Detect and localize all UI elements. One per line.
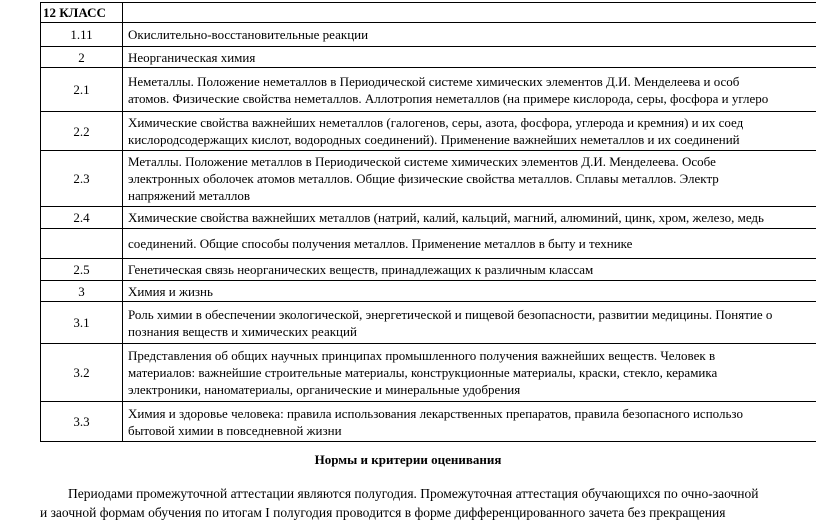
section-heading: Нормы и критерии оценивания: [314, 452, 502, 467]
curriculum-table-body: [41, 3, 816, 442]
row-topic: [123, 344, 816, 402]
table-row: [41, 259, 816, 281]
topic-line: Металлы. Положение металлов в Периодической системе химических элементов Д.И. Менделеева. Особе: [128, 154, 716, 169]
row-topic: [123, 23, 816, 47]
topic-line: Представления об общих научных принципах промышленного получения важнейших веществ. Человек в: [128, 348, 716, 363]
row-number: 3.2: [41, 344, 123, 402]
table-row: [41, 68, 816, 112]
table-header-row: [41, 3, 816, 23]
topic-line: бытовой химии в повседневной жизни: [128, 422, 342, 438]
row-topic: [123, 151, 816, 207]
row-topic: [123, 302, 816, 344]
row-number: [41, 229, 123, 259]
topic-line: материалов: важнейшие строительные материалы, конструкционные материалы, краски, стекло, керамика: [128, 365, 718, 380]
topic-line: Окислительно-восстановительные реакции: [128, 27, 369, 42]
table-row: [41, 302, 816, 344]
topic-line: Химия и здоровье человека: правила использования лекарственных препаратов, правила безопасного использо: [128, 405, 743, 421]
row-number: 2: [41, 47, 123, 68]
topic-line: электроники, наноматериалы, органические и минеральные удобрения: [128, 382, 521, 397]
table-row: [41, 23, 816, 47]
row-topic: [123, 112, 816, 151]
paragraph-line: и заочной формам обучения по итогам I полугодия проводится в форме дифференцированного зачета без прекращения: [40, 505, 726, 520]
table-row: [41, 112, 816, 151]
topic-line: Химия и жизнь: [128, 283, 213, 299]
row-number: 3.3: [41, 402, 123, 442]
table-row: [41, 47, 816, 68]
row-number: 2.2: [41, 112, 123, 151]
topic-line: напряжений металлов: [128, 188, 251, 203]
topic-line: Химические свойства важнейших неметаллов (галогенов, серы, азота, фосфора, углерода и кремния) и их соед: [128, 115, 744, 130]
topic-line: атомов. Физические свойства неметаллов. Аллотропия неметаллов (на примере кислорода, серы, фосфора и углеро: [128, 90, 769, 106]
row-number: 3: [41, 281, 123, 302]
row-topic: [123, 207, 816, 229]
row-number: 2.1: [41, 68, 123, 112]
topic-line: соединений. Общие способы получения металлов. Применение металлов в быту и технике: [128, 236, 633, 251]
table-row: [41, 281, 816, 302]
class-header: 12 КЛАСС: [41, 3, 123, 23]
topic-line: электронных оболочек атомов металлов. Общие физические свойства металлов. Сплавы металлов. Электр: [128, 171, 719, 186]
row-topic: [123, 259, 816, 281]
row-topic: [123, 229, 816, 259]
topic-line: Неметаллы. Положение неметаллов в Периодической системе химических элементов Д.И. Менделеева и особ: [128, 73, 740, 89]
row-topic: [123, 281, 816, 302]
table-row: [41, 151, 816, 207]
row-number: 3.1: [41, 302, 123, 344]
topic-line: Генетическая связь неорганических веществ, принадлежащих к различным классам: [128, 262, 594, 277]
row-number: 2.4: [41, 207, 123, 229]
table-row: [41, 402, 816, 442]
table-row: [41, 207, 816, 229]
curriculum-table: [40, 2, 816, 442]
row-topic: [123, 68, 816, 112]
row-number: 2.3: [41, 151, 123, 207]
topic-line: Роль химии в обеспечении экологической, энергетической и пищевой безопасности, развитии медицины. Понятие о: [128, 306, 773, 322]
row-topic: [123, 402, 816, 442]
paragraph-line: Периодами промежуточной аттестации являются полугодия. Промежуточная аттестация обучающихся по очно-заочной: [68, 486, 759, 501]
header-empty-cell: [123, 3, 816, 23]
row-number: 2.5: [41, 259, 123, 281]
table-row: [41, 344, 816, 402]
topic-line: Неорганическая химия: [128, 49, 256, 65]
row-topic: [123, 47, 816, 68]
row-number: 1.11: [41, 23, 123, 47]
table-row: [41, 229, 816, 259]
topic-line: Химические свойства важнейших металлов (натрий, калий, кальций, магний, алюминий, цинк, хром, железо, медь: [128, 210, 764, 225]
topic-line: кислородсодержащих кислот, водородных соединений). Применение важнейших неметаллов и их соединений: [128, 132, 740, 147]
topic-line: познания веществ и химических реакций: [128, 323, 357, 339]
